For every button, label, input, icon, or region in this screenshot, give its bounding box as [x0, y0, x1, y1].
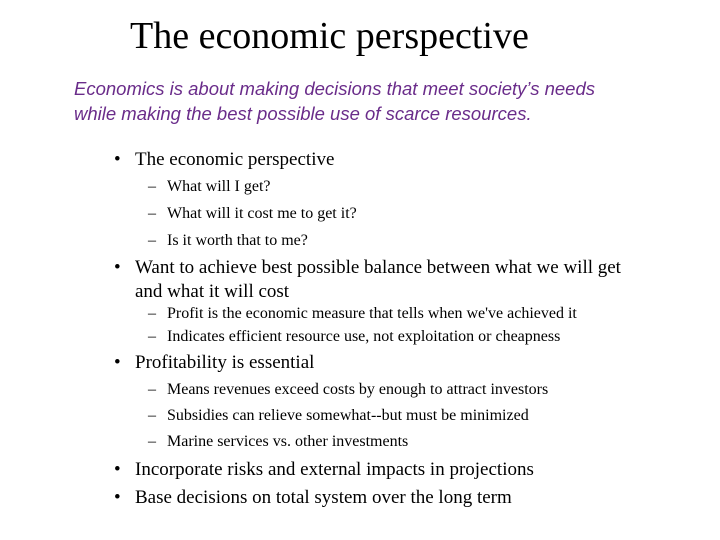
- sub-bullet-text: Means revenues exceed costs by enough to attract investors: [167, 381, 549, 398]
- bullet-dot-icon: •: [114, 257, 121, 278]
- bullet-dot-icon: •: [114, 459, 121, 480]
- bullet-text: The economic perspective: [135, 149, 335, 170]
- dash-icon: –: [148, 205, 156, 222]
- sub-bullet-text: Indicates efficient resource use, not exploitation or cheapness: [167, 328, 561, 345]
- dash-icon: –: [148, 178, 156, 195]
- dash-icon: –: [148, 305, 156, 322]
- bullet-dot-icon: •: [114, 487, 121, 508]
- dash-icon: –: [148, 328, 156, 345]
- sub-bullet-text: Marine services vs. other investments: [167, 433, 409, 450]
- slide-title: The economic perspective: [130, 15, 529, 57]
- slide-subtitle: [74, 76, 694, 126]
- sub-bullet-text: Is it worth that to me?: [167, 232, 308, 249]
- sub-bullet-text: What will it cost me to get it?: [167, 205, 357, 222]
- bullet-dot-icon: •: [114, 149, 121, 170]
- subtitle-line: Economics is about making decisions that meet society’s needs: [74, 78, 596, 99]
- bullet-text: Base decisions on total system over the long term: [135, 487, 512, 508]
- bullet-text: and what it will cost: [135, 281, 290, 302]
- dash-icon: –: [148, 232, 156, 249]
- sub-bullet-text: Profit is the economic measure that tells when we've achieved it: [167, 305, 577, 322]
- bullet-dot-icon: •: [114, 352, 121, 373]
- subtitle-line: while making the best possible use of scarce resources.: [74, 103, 532, 124]
- bullet-text: Want to achieve best possible balance between what we will get: [135, 257, 621, 278]
- sub-bullet-text: What will I get?: [167, 178, 271, 195]
- dash-icon: –: [148, 407, 156, 424]
- bullet-text: Profitability is essential: [135, 352, 315, 373]
- bullet-text: Incorporate risks and external impacts in projections: [135, 459, 534, 480]
- dash-icon: –: [148, 433, 156, 450]
- dash-icon: –: [148, 381, 156, 398]
- sub-bullet-text: Subsidies can relieve somewhat--but must be minimized: [167, 407, 529, 424]
